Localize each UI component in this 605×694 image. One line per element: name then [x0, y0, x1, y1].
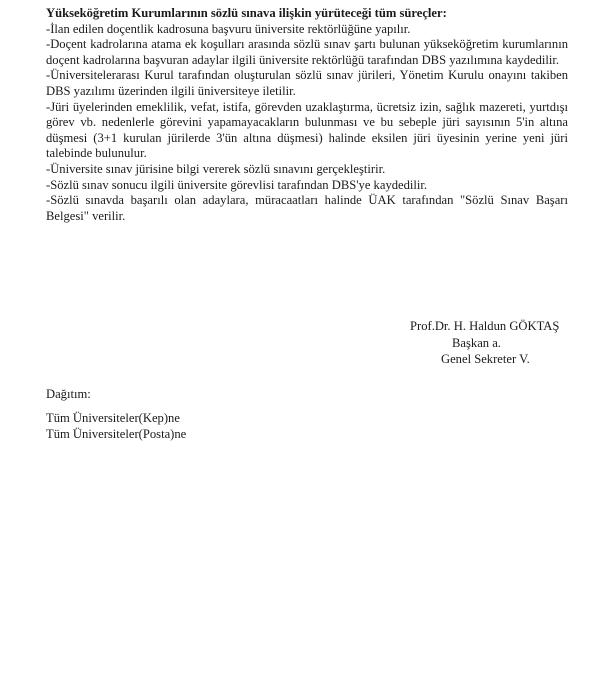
distribution-list	[46, 386, 186, 442]
paragraph-certificate: -Sözlü sınavda başarılı olan adaylara, müracaatları halinde ÜAK tarafından "Sözlü Sınav Başarı Belgesi" verilir.	[46, 193, 568, 223]
distribution-item: Tüm Üniversiteler(Posta)ne	[46, 427, 187, 441]
paragraph-registration: -Doçent kadrolarına atama ek koşulları arasında sözlü sınav şartı bulunan yükseköğretim kurumlarının doçent kadrolarına başvuran adaylar ilgili üniversite rektörlüğü tarafından DBS yazılımına kaydedilir.	[46, 37, 568, 67]
paragraph-exam-conduct: -Üniversite sınav jürisine bilgi vererek sözlü sınavını gerçekleştirir.	[46, 161, 386, 176]
paragraph-result-entry: -Sözlü sınav sonucu ilgili üniversite görevlisi tarafından DBS'ye kaydedilir.	[46, 177, 428, 192]
document-body	[46, 6, 568, 224]
distribution-item: Tüm Üniversiteler(Kep)ne	[46, 411, 180, 425]
signature-block	[400, 318, 570, 368]
document-heading: Yükseköğretim Kurumlarının sözlü sınava ilişkin yürüteceği tüm süreçler:	[46, 6, 447, 20]
paragraph-application: -İlan edilen doçentlik kadrosuna başvuru üniversite rektörlüğüne yapılır.	[46, 21, 411, 36]
distribution-label: Dağıtım:	[46, 387, 91, 401]
paragraph-jury-forwarding: -Üniversitelerarası Kurul tarafından oluşturulan sözlü sınav jürileri, Yönetim Kurulu onayını takiben DBS yazılımı üzerinden ilgili üniversiteye iletilir.	[46, 68, 568, 98]
paragraph-jury-replacement: -Jüri üyelerinden emeklilik, vefat, istifa, görevden uzaklaştırma, ücretsiz izin, sağlık mazereti, yurtdışı görev vb. nedenlerle görevini yapamayacakların bulunması ve bu sebeple jüri sayısının 5'in altına düşmesi (3+1 kurulan jürilerde 3'ün altına düşmesi) halinde eksilen jüri üyesinin yerine yeni jüri talebinde bulunulur.	[46, 99, 568, 161]
signatory-title-secondary: Genel Sekreter V.	[441, 352, 530, 366]
signatory-title-primary: Başkan a.	[452, 335, 501, 350]
signatory-name: Prof.Dr. H. Haldun GÖKTAŞ	[410, 319, 560, 333]
